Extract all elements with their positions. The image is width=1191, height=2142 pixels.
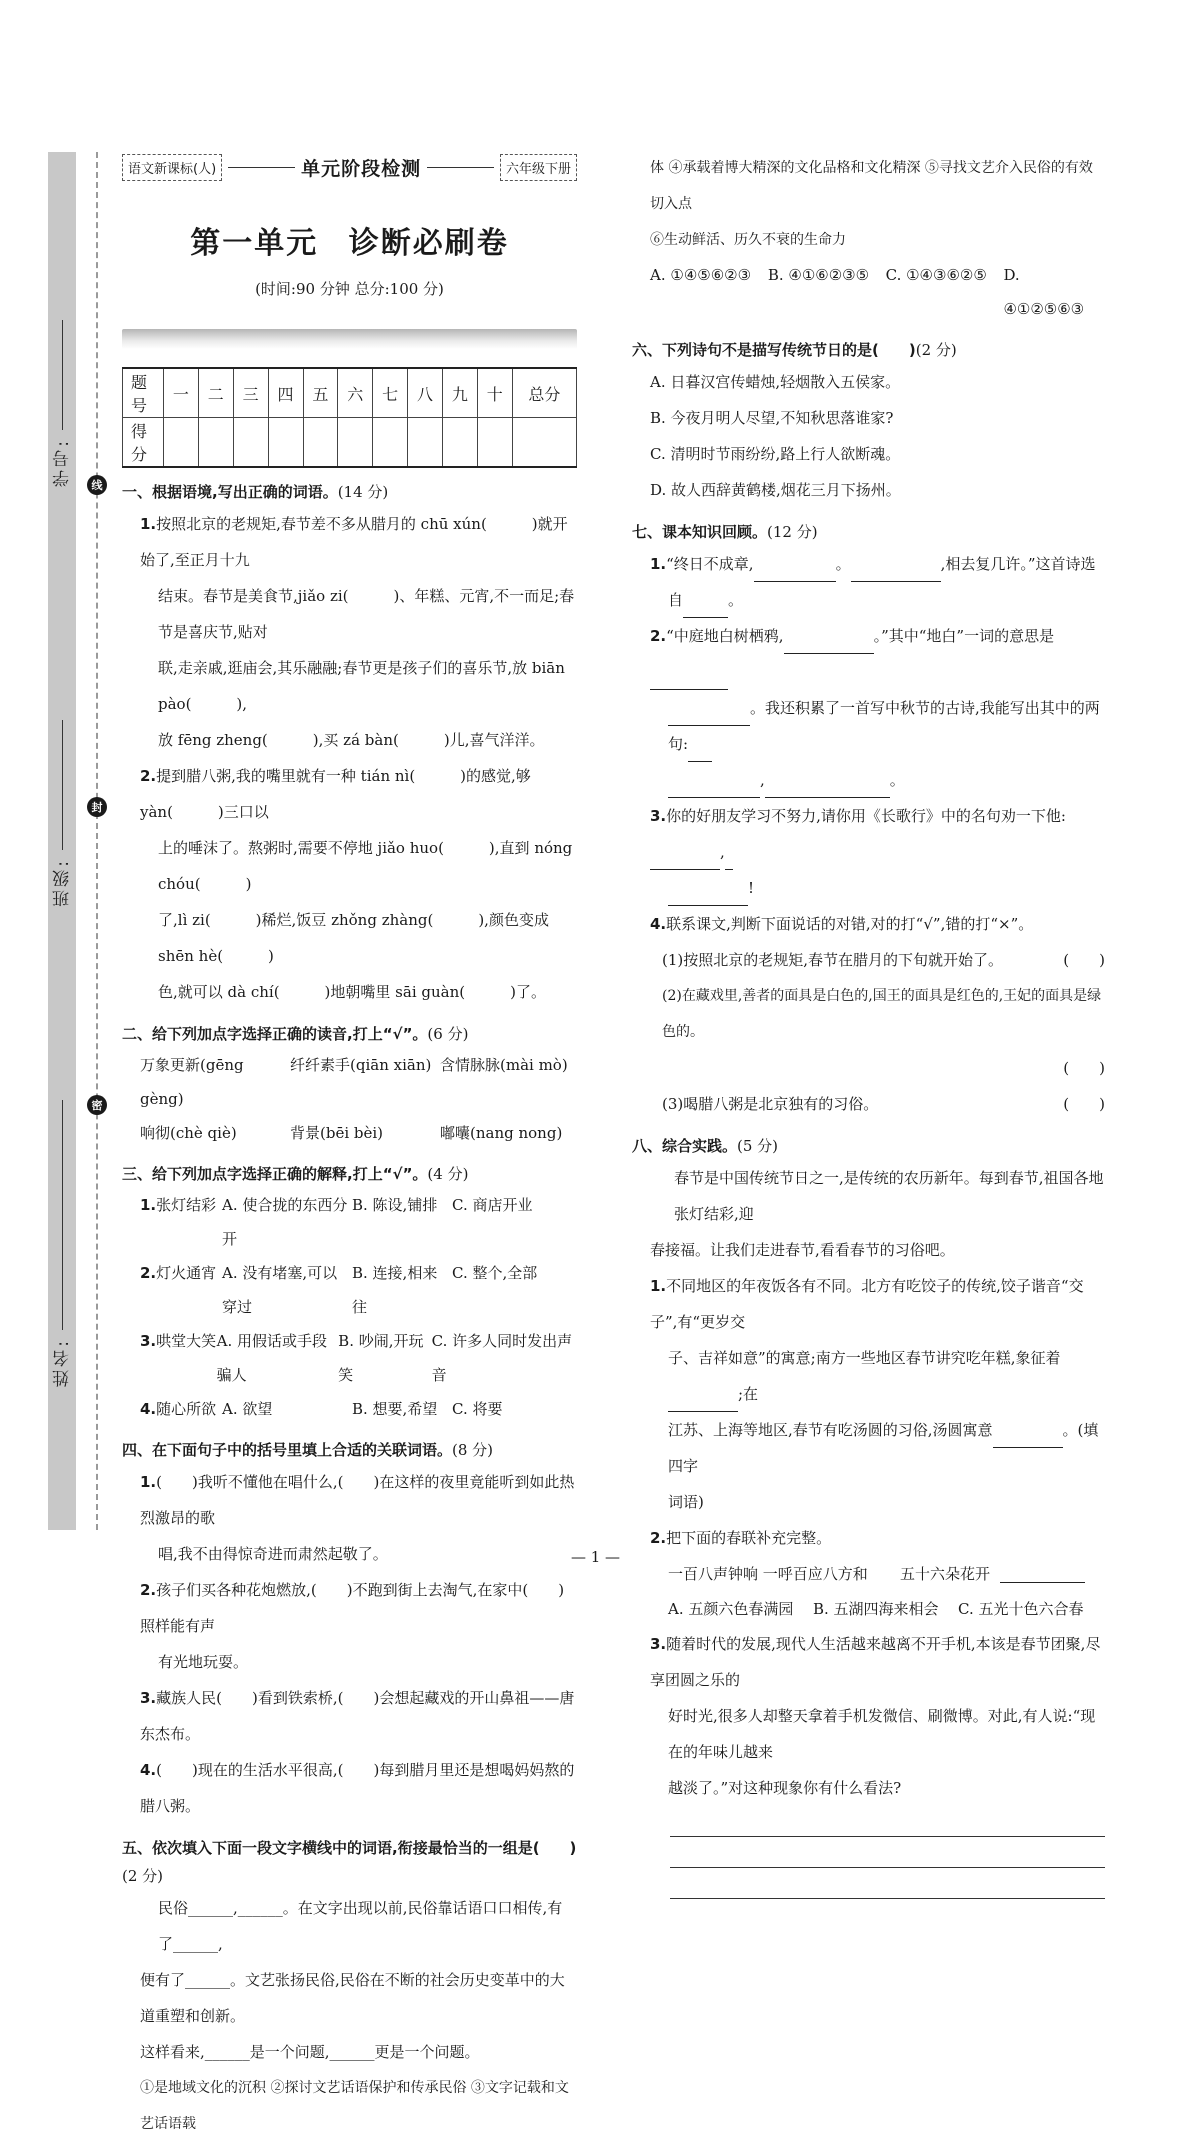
option-d[interactable]: D. ④①②⑤⑥③ <box>1003 266 1085 318</box>
question-number: 3. <box>650 1635 667 1653</box>
question-text: 自 <box>668 591 684 609</box>
meaning-row <box>122 1324 577 1392</box>
question-text: 江苏、上海等地区,春节有吃汤圆的习俗,汤圆寓意 <box>668 1421 993 1439</box>
question-text: 。 <box>889 771 905 789</box>
section-title: 六、下列诗句不是描写传统节日的是( ) <box>632 341 916 359</box>
header-rule <box>228 167 295 168</box>
decorative-bar <box>122 329 577 349</box>
section-title: 五、依次填入下面一段文字横线中的词语,衔接最恰当的一组是( ) <box>122 1839 577 1857</box>
question-text: 了,lì zi( )稀烂,饭豆 zhǒng zhàng( ),颜色变成 shēn hè( ) <box>158 911 549 965</box>
judge-item <box>650 1050 1105 1086</box>
intro-text: 春接福。让我们走进春节,看看春节的习俗吧。 <box>650 1241 955 1259</box>
exam-info: (时间:90 分钟 总分:100 分) <box>255 280 444 298</box>
option-b[interactable]: B. 今夜月明人尽望,不知秋思落谁家? <box>650 409 894 427</box>
passage-line: ⑥生动鲜活、历久不衰的生命力 <box>650 232 846 248</box>
question-7-2-cont <box>650 690 1105 762</box>
question-text: 孩子们买各种花炮燃放,( )不跑到街上去淘气,在家中( )照样能有声 <box>140 1581 565 1635</box>
question-number: 3. <box>140 1689 157 1707</box>
section-8-heading <box>632 1132 1105 1160</box>
question-8-1-cont2 <box>650 1412 1105 1484</box>
section-title: 一、根据语境,写出正确的词语。 <box>122 483 338 501</box>
section-5-options <box>650 258 1105 326</box>
score-header-cell: 题 号 <box>123 368 164 418</box>
couplet-half: 五十六朵花开 <box>900 1565 991 1583</box>
section-7-heading <box>632 518 1105 546</box>
score-header-cell: 一 <box>164 368 199 418</box>
question-number: 2. <box>650 627 667 645</box>
option-a[interactable]: A. ①④⑤⑥②③ <box>650 266 752 284</box>
student-id-label: 学号: <box>52 438 73 487</box>
name-field[interactable] <box>48 1100 76 1387</box>
answer-blank[interactable] <box>688 743 712 762</box>
pronunciation-item[interactable]: 含情脉脉(mài mò) <box>440 1056 568 1074</box>
question-text: 上的唾沫了。熬粥时,需要不停地 jiǎo huo( ),直到 nóng chóu( ) <box>158 839 573 893</box>
question-text: 。 <box>728 591 744 609</box>
score-cell[interactable] <box>198 418 233 468</box>
class-field[interactable] <box>48 720 76 907</box>
question-4-3 <box>122 1680 577 1752</box>
option-a[interactable]: A. 没有堵塞,可以穿过 <box>222 1264 338 1316</box>
meaning-row <box>122 1256 577 1324</box>
name-blank[interactable] <box>62 1100 63 1330</box>
question-7-1 <box>650 546 1105 582</box>
class-label: 班级: <box>52 858 73 907</box>
question-number: 1. <box>140 1473 157 1491</box>
question-number: 3. <box>140 1332 157 1350</box>
question-text: 好时光,很多人却整天拿着手机发微信、刷微博。对此,有人说:“现在的年味儿越来 <box>668 1707 1096 1761</box>
question-number: 4. <box>140 1400 157 1418</box>
answer-blank[interactable] <box>668 779 760 798</box>
question-number: 2. <box>140 1581 157 1599</box>
score-cell[interactable] <box>268 418 303 468</box>
header-rule <box>427 167 494 168</box>
answer-blank[interactable] <box>1000 1564 1085 1583</box>
judge-answer-box[interactable]: ( ) <box>1063 951 1105 969</box>
question-4-4 <box>122 1752 577 1824</box>
question-number: 3. <box>650 807 667 825</box>
section-title: 八、综合实践。 <box>632 1137 738 1155</box>
score-header-cell: 三 <box>233 368 268 418</box>
couplet-options <box>650 1592 1105 1626</box>
passage-line: 这样看来,______是一个问题,______更是一个问题。 <box>140 2043 480 2061</box>
passage-line: 民俗______,______。在文字出现以前,民俗靠话语口口相传,有了______, <box>158 1899 563 1953</box>
score-cell[interactable] <box>408 418 443 468</box>
section-title: 七、课本知识回顾。 <box>632 523 768 541</box>
question-number: 2. <box>650 1529 667 1547</box>
pronunciation-row <box>122 1048 577 1116</box>
judge-answer-box[interactable]: ( ) <box>1063 1095 1105 1113</box>
question-text: “终日不成章, <box>666 555 754 573</box>
question-1-1 <box>122 506 577 578</box>
question-text: 越淡了。”对这种现象你有什么看法? <box>668 1779 902 1797</box>
passage-line: 体 ④承载着博大精深的文化品格和文化精深 ⑤寻找文艺介入民俗的有效切入点 <box>650 160 1093 212</box>
score-header-row <box>123 368 577 418</box>
option-a[interactable]: A. 日暮汉宫传蜡烛,轻烟散入五侯家。 <box>650 373 901 391</box>
question-text: 按照北京的老规矩,春节差不多从腊月的 chū xún( )就开始了,至正月十九 <box>140 515 568 569</box>
section-points: (6 分) <box>427 1025 469 1043</box>
question-text: 提到腊八粥,我的嘴里就有一种 tián nì( )的感觉,够 yàn( )三口以 <box>140 767 531 821</box>
option-c[interactable]: C. 清明时节雨纷纷,路上行人欲断魂。 <box>650 445 901 463</box>
score-table <box>122 367 577 468</box>
edition-tag: 语文新课标(人) <box>122 154 222 181</box>
question-text: 不同地区的年夜饭各有不同。北方有吃饺子的传统,饺子谐音“交子”,有“更岁交 <box>650 1277 1084 1331</box>
judge-item <box>650 942 1105 978</box>
option-a[interactable]: A. 欲望 <box>222 1400 273 1418</box>
option-c[interactable]: C. 整个,全部 <box>452 1264 538 1282</box>
option-c[interactable]: C. 五光十色六合春 <box>958 1600 1084 1618</box>
pronunciation-item[interactable]: 背景(bēi bèi) <box>290 1124 384 1142</box>
question-text: ( )现在的生活水平很高,( )每到腊月里还是想喝妈妈熬的腊八粥。 <box>140 1761 575 1815</box>
score-cell[interactable] <box>373 418 408 468</box>
option-b[interactable]: B. 五湖四海来相会 <box>813 1600 939 1618</box>
section-points: (2 分) <box>915 341 957 359</box>
seal-seal-icon: 封 <box>87 797 107 817</box>
section-title: 四、在下面句子中的括号里填上合适的关联词语。 <box>122 1441 453 1459</box>
question-number: 1. <box>650 555 667 573</box>
answer-line[interactable] <box>670 1867 1105 1868</box>
page-number: — 1 — <box>570 1548 621 1566</box>
question-text: 。(填四字 <box>668 1421 1099 1475</box>
seal-line-icon: 线 <box>87 475 107 495</box>
question-text: 有光地玩耍。 <box>158 1653 249 1671</box>
statement: (2)在藏戏里,善者的面具是白色的,国王的面具是红色的,王妃的面具是绿色的。 <box>662 988 1102 1040</box>
answer-blank[interactable] <box>668 887 748 906</box>
question-text: , <box>720 843 725 861</box>
word: 张灯结彩 <box>156 1196 217 1214</box>
question-number: 4. <box>650 915 667 933</box>
score-header-cell: 四 <box>268 368 303 418</box>
score-cell[interactable] <box>443 418 478 468</box>
passage-line: ①是地域文化的沉积 ②探讨文艺话语保护和传承民俗 ③文字记载和文艺话语载 <box>140 2080 569 2132</box>
section-5-heading <box>122 1834 577 1890</box>
pronunciation-item[interactable]: 嘟囔(nang nong) <box>440 1124 563 1142</box>
question-text: 放 fēng zheng( ),买 zá bàn( )儿,喜气洋洋。 <box>158 731 545 749</box>
word: 哄堂大笑 <box>156 1332 217 1350</box>
passage-line: 便有了______。文艺张扬民俗,民俗在不断的社会历史变革中的大道重塑和创新。 <box>140 1971 565 2025</box>
question-text: ( )我听不懂他在唱什么,( )在这样的夜里竟能听到如此热烈激昂的歌 <box>140 1473 575 1527</box>
class-blank[interactable] <box>62 720 63 850</box>
option-a[interactable]: A. 用假话或手段骗人 <box>216 1332 328 1384</box>
name-label: 姓名: <box>52 1338 73 1387</box>
question-8-1-cont <box>650 1340 1105 1412</box>
question-text: 。”其中“地白”一词的意思是 <box>873 627 1055 645</box>
question-text: 随着时代的发展,现代人生活越来越离不开手机,本该是春节团聚,尽享团圆之乐的 <box>650 1635 1101 1689</box>
score-cell[interactable] <box>477 418 512 468</box>
pronunciation-item[interactable]: 万象更新(gēng gèng) <box>140 1056 244 1108</box>
section-title: 二、给下列加点字选择正确的读音,打上“√”。 <box>122 1025 428 1043</box>
question-4-1 <box>122 1464 577 1536</box>
grade-tag: 六年级下册 <box>500 154 577 181</box>
intro-text: 春节是中国传统节日之一,是传统的农历新年。每到春节,祖国各地张灯结彩,迎 <box>674 1169 1104 1223</box>
option-c[interactable]: C. 商店开业 <box>452 1196 533 1214</box>
question-number: 1. <box>140 1196 157 1214</box>
answer-blank[interactable] <box>650 851 720 870</box>
word: 随心所欲 <box>156 1400 217 1418</box>
option-b[interactable]: B. 想要,希望 <box>352 1400 438 1418</box>
pronunciation-item[interactable]: 响彻(chè qiè) <box>140 1124 237 1142</box>
question-text: 联系课文,判断下面说话的对错,对的打“√”,错的打“×”。 <box>666 915 1034 933</box>
section-1-heading <box>122 478 577 506</box>
question-number: 4. <box>140 1761 157 1779</box>
question-1-2 <box>122 758 577 830</box>
answer-blank[interactable] <box>784 635 874 654</box>
pronunciation-row <box>122 1116 577 1150</box>
meaning-row <box>122 1188 577 1256</box>
score-cell[interactable] <box>338 418 373 468</box>
question-text: 结束。春节是美食节,jiǎo zi( )、年糕、元宵,不一而足;春节是喜庆节,贴对 <box>158 587 575 641</box>
question-text: 把下面的春联补充完整。 <box>666 1529 832 1547</box>
score-header-cell: 八 <box>408 368 443 418</box>
option-b[interactable]: B. 陈设,铺排 <box>352 1196 438 1214</box>
judge-answer-box[interactable]: ( ) <box>1063 1059 1105 1077</box>
question-7-3 <box>650 798 1105 870</box>
statement: (1)按照北京的老规矩,春节在腊月的下旬就开始了。 <box>662 951 1004 969</box>
section-points: (4 分) <box>427 1165 469 1183</box>
section-3-heading <box>122 1160 577 1188</box>
score-header-cell: 七 <box>373 368 408 418</box>
left-column <box>122 150 577 2142</box>
answer-line[interactable] <box>670 1836 1105 1837</box>
question-text: ,相去复几许。”这首诗选 <box>940 555 1096 573</box>
word: 灯火通宵 <box>156 1264 217 1282</box>
option-b[interactable]: B. 吵闹,开玩笑 <box>338 1332 424 1384</box>
question-text: 联,走亲戚,逛庙会,其乐融融;春节更是孩子们的喜乐节,放 biān pào( ), <box>158 659 565 713</box>
option-c[interactable]: C. ①④③⑥②⑤ <box>885 266 987 284</box>
question-7-4 <box>650 906 1105 942</box>
question-number: 1. <box>650 1277 667 1295</box>
score-header-cell: 九 <box>443 368 478 418</box>
question-text: 唱,我不由得惊奇进而肃然起敬了。 <box>158 1545 388 1563</box>
answer-blank[interactable] <box>668 707 750 726</box>
page-header <box>122 150 577 184</box>
section-6-heading <box>632 336 1105 364</box>
page-title: 第一单元 诊断必刷卷 <box>190 226 509 261</box>
score-header-cell: 六 <box>338 368 373 418</box>
question-number: 1. <box>140 515 157 533</box>
score-cell[interactable] <box>303 418 338 468</box>
couplet-given: 一百八声钟响 一呼百应八方和 <box>668 1565 868 1583</box>
question-8-1 <box>650 1268 1105 1340</box>
section-points: (14 分) <box>337 483 389 501</box>
question-7-1-cont <box>650 582 1105 618</box>
score-value-row <box>123 418 577 468</box>
meaning-row <box>122 1392 577 1426</box>
answer-blank[interactable] <box>765 779 890 798</box>
answer-blank[interactable] <box>650 671 728 690</box>
answer-blank[interactable] <box>683 599 728 618</box>
student-id-blank[interactable] <box>62 320 63 430</box>
question-text: 。 <box>835 555 851 573</box>
score-cell[interactable] <box>512 418 576 468</box>
header-title: 单元阶段检测 <box>301 157 422 180</box>
question-text: “中庭地白树栖鸦, <box>666 627 784 645</box>
question-text: 。我还积累了一首写中秋节的古诗,我能写出其中的两句: <box>668 699 1100 753</box>
right-column <box>632 150 1105 1899</box>
question-text: ! <box>748 879 755 897</box>
section-2-heading <box>122 1020 577 1048</box>
score-cell[interactable] <box>164 418 199 468</box>
pronunciation-item[interactable]: 纤纤素手(qiān xiān) <box>290 1056 432 1074</box>
option-c[interactable]: C. 许多人同时发出声音 <box>431 1332 573 1384</box>
question-text: 子、吉祥如意”的寓意;南方一些地区春节讲究吃年糕,象征着 <box>668 1349 1061 1367</box>
student-id-field[interactable] <box>48 320 76 487</box>
question-text: , <box>760 771 765 789</box>
option-a[interactable]: A. 五颜六色春满园 <box>668 1600 794 1618</box>
score-header-cell: 五 <box>303 368 338 418</box>
question-7-2 <box>650 618 1105 690</box>
question-text: 词语) <box>668 1493 704 1511</box>
section-title: 三、给下列加点字选择正确的解释,打上“√”。 <box>122 1165 428 1183</box>
answer-blank[interactable] <box>668 1393 738 1412</box>
question-text: 藏族人民( )看到铁索桥,( )会想起藏戏的开山鼻祖——唐东杰布。 <box>140 1689 575 1743</box>
score-header-cell: 二 <box>198 368 233 418</box>
seal-secret-icon: 密 <box>87 1095 107 1115</box>
answer-blank[interactable] <box>993 1429 1063 1448</box>
section-points: (2 分) <box>122 1867 164 1885</box>
answer-line[interactable] <box>670 1898 1105 1899</box>
answer-blank[interactable] <box>851 563 941 582</box>
score-header-cell: 总分 <box>512 368 576 418</box>
question-4-2 <box>122 1572 577 1644</box>
section-points: (8 分) <box>452 1441 494 1459</box>
score-header-cell: 十 <box>477 368 512 418</box>
question-text: 你的好朋友学习不努力,请你用《长歌行》中的名句劝一下他: <box>666 807 1066 825</box>
section-points: (5 分) <box>737 1137 779 1155</box>
section-points: (12 分) <box>767 523 818 541</box>
statement: (3)喝腊八粥是北京独有的习俗。 <box>662 1095 879 1113</box>
answer-blank[interactable] <box>754 563 836 582</box>
option-b[interactable]: B. ④①⑥②③⑤ <box>767 266 870 284</box>
question-number: 2. <box>140 767 157 785</box>
question-number: 2. <box>140 1264 157 1282</box>
question-8-3 <box>650 1626 1105 1698</box>
cut-line <box>96 152 98 1530</box>
score-row-label: 得 分 <box>123 418 164 468</box>
answer-blank[interactable] <box>725 851 733 870</box>
score-cell[interactable] <box>233 418 268 468</box>
question-text: ;在 <box>738 1385 759 1403</box>
question-7-2-cont2 <box>650 762 1105 798</box>
judge-item <box>650 1086 1105 1122</box>
section-4-heading <box>122 1436 577 1464</box>
option-b[interactable]: B. 连接,相来往 <box>352 1264 438 1316</box>
option-d[interactable]: D. 故人西辞黄鹤楼,烟花三月下扬州。 <box>650 481 901 499</box>
option-a[interactable]: A. 使合拢的东西分开 <box>222 1196 348 1248</box>
question-7-3-cont <box>650 870 1105 906</box>
option-c[interactable]: C. 将要 <box>452 1400 503 1418</box>
question-text: 色,就可以 dà chí( )地朝嘴里 sāi guàn( )了。 <box>158 983 546 1001</box>
